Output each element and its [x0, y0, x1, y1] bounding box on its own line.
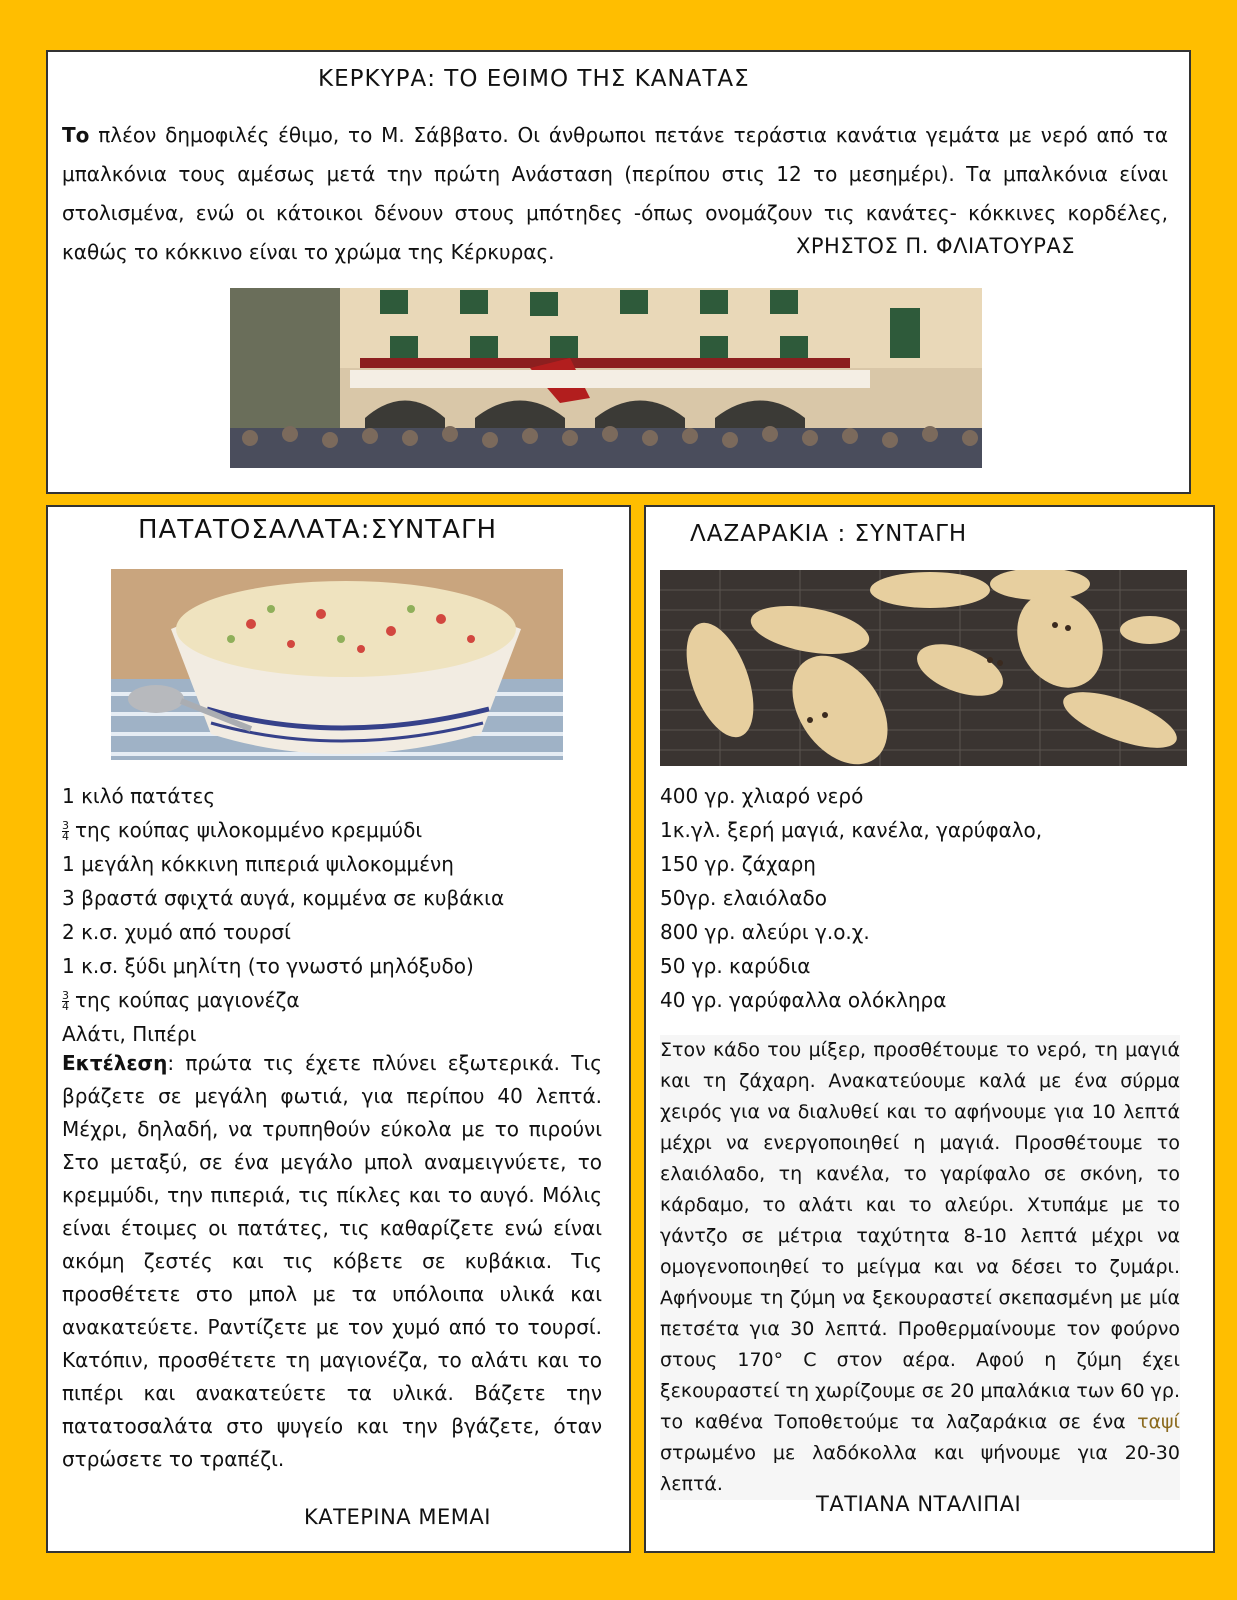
list-item: 50γρ. ελαιόλαδο [660, 886, 828, 910]
list-item: Αλάτι, Πιπέρι [62, 1022, 197, 1046]
fraction-three-quarters: $\frac{3}{4}$ [62, 989, 69, 1013]
corfu-title: ΚΕΡΚΥΡΑ: ΤΟ ΕΘΙΜΟ ΤΗΣ ΚΑΝΑΤΑΣ [318, 66, 750, 92]
fraction-three-quarters: $\frac{3}{4}$ [62, 819, 69, 843]
lazarakia-photo [660, 570, 1187, 766]
list-item: 1 μεγάλη κόκκινη πιπεριά ψιλοκομμένη [62, 852, 454, 876]
lazarakia-author: ΤΑΤΙΑΝΑ ΝΤΑΛΙΠΑΙ [816, 1492, 1022, 1516]
lazarakia-title: ΛΑΖΑΡΑΚΙΑ : ΣΥΝΤΑΓΗ [690, 521, 968, 547]
lazarakia-method-text-end: στρωμένο με λαδόκολλα και ψήνουμε για 20-30 λεπτά. [660, 1442, 1180, 1495]
corfu-author: ΧΡΗΣΤΟΣ Π. ΦΛΙΑΤΟΥΡΑΣ [796, 234, 1075, 258]
salad-bowl-image [111, 569, 563, 760]
lazarakia-buns-image [660, 570, 1187, 766]
list-item: $\frac{3}{4}$ της κούπας ψιλοκομμένο κρεμμύδι [62, 818, 423, 843]
list-item: 1 κ.σ. ξύδι μηλίτη (το γνωστό μηλόξυδο) [62, 954, 474, 978]
lazarakia-ingredients [660, 779, 1042, 1017]
salad-method [62, 1047, 602, 1476]
list-item: 1 κιλό πατάτες [62, 784, 216, 808]
lazarakia-method-text: Στον κάδο του μίξερ, προσθέτουμε το νερό, τη μαγιά και τη ζάχαρη. Ανακατεύουμε καλά με ένα σύρμα χειρός για να διαλυθεί και το αφήνουμε για 10 λεπτά μέχρι να ενεργοποιηθεί η μαγιά. Προσθέτουμε το ελαιόλαδο, τη κανέλα, το γαρίφαλο σε σκόνη, το κάρδαμο, το αλάτι και το αλεύρι. Χτυπάμε με το γάντζο σε μέτρια ταχύτητα 8-10 λεπτά μέχρι να ομογενοποιηθεί το μείγμα και να δέσει το ζυμάρι. Αφήνουμε τη ζύμη να ξεκουραστεί σκεπασμένη με μία πετσέτα για 30 λεπτά. Προθερμαίνουμε τον φούρνο στους 170° C στον αέρα. Αφού η ζύμη έχει ξεκουραστεί τη χωρίζουμε σε 20 μπαλάκια των 60 γρ. το καθένα Τοποθετούμε τα λαζαράκια σε ένα [660, 1039, 1180, 1433]
salad-photo [111, 569, 563, 760]
list-item: 800 γρ. αλεύρι γ.ο.χ. [660, 920, 870, 944]
salad-method-label: Εκτέλεση [62, 1051, 168, 1075]
corfu-lead: Το [62, 123, 90, 147]
list-item: $\frac{3}{4}$ της κούπας μαγιονέζα [62, 988, 300, 1013]
corfu-building-image [230, 288, 982, 468]
list-item: 2 κ.σ. χυμό από τουρσί [62, 920, 291, 944]
list-item: 150 γρ. ζάχαρη [660, 852, 816, 876]
lazarakia-method [660, 1035, 1180, 1500]
lazarakia-recipe [644, 505, 1215, 1553]
list-item: 50 γρ. καρύδια [660, 954, 811, 978]
salad-method-text: : πρώτα τις έχετε πλύνει εξωτερικά. Τις βράζετε σε μεγάλη φωτιά, για περίπου 40 λεπτά. Μέχρι, δηλαδή, να τρυπηθούν εύκολα με το πιρούνι Στο μεταξύ, σε ένα μεγάλο μπολ αναμειγνύετε, το κρεμμύδι, την πιπεριά, τις πίκλες και το αυγό. Μόλις είναι έτοιμες οι πατάτες, τις καθαρίζετε ενώ είναι ακόμη ζεστές και τις κόβετε σε κυβάκια. Τις προσθέτετε στο μπολ με τα υπόλοιπα υλικά και ανακατεύετε. Ραντίζετε με τον χυμό από το τουρσί. Κατόπιν, προσθέτετε τη μαγιονέζα, το αλάτι και το πιπέρι και ανακατεύετε τα υλικά. Βάζετε την πατατοσαλάτα στο ψυγείο και την βγάζετε, όταν στρώσετε το τραπέζι. [62, 1051, 602, 1471]
list-item: 400 γρ. χλιαρό νερό [660, 784, 864, 808]
corfu-body: πλέον δημοφιλές έθιμο, το Μ. Σάββατο. Οι άνθρωποι πετάνε τεράστια κανάτια γεμάτα με νερό από τα μπαλκόνια τους αμέσως μετά την πρώτη Ανάσταση (περίπου στις 12 το μεσημέρι). Τα μπαλκόνια είναι στολισμένα, ενώ οι κάτοικοι δένουν στους μπότηδες -όπως ονομάζουν τις κανάτες- κόκκινες κορδέλες, καθώς το κόκκινο είναι το χρώμα της Κέρκυρας. [62, 123, 1168, 264]
salad-author: ΚΑΤΕΡΙΝΑ ΜΕΜΑΙ [304, 1505, 491, 1529]
corfu-photo [230, 288, 982, 468]
corfu-article [46, 50, 1191, 494]
salad-title: ΠΑΤΑΤΟΣΑΛΑΤΑ:ΣΥΝΤΑΓΗ [138, 515, 498, 545]
lazarakia-method-highlight: ταψί [1137, 1411, 1180, 1433]
salad-ingredients [62, 779, 504, 1051]
list-item: 1κ.γλ. ξερή μαγιά, κανέλα, γαρύφαλο, [660, 818, 1043, 842]
list-item: 3 βραστά σφιχτά αυγά, κομμένα σε κυβάκια [62, 886, 505, 910]
list-item: 40 γρ. γαρύφαλλα ολόκληρα [660, 988, 947, 1012]
potato-salad-recipe [46, 505, 631, 1553]
